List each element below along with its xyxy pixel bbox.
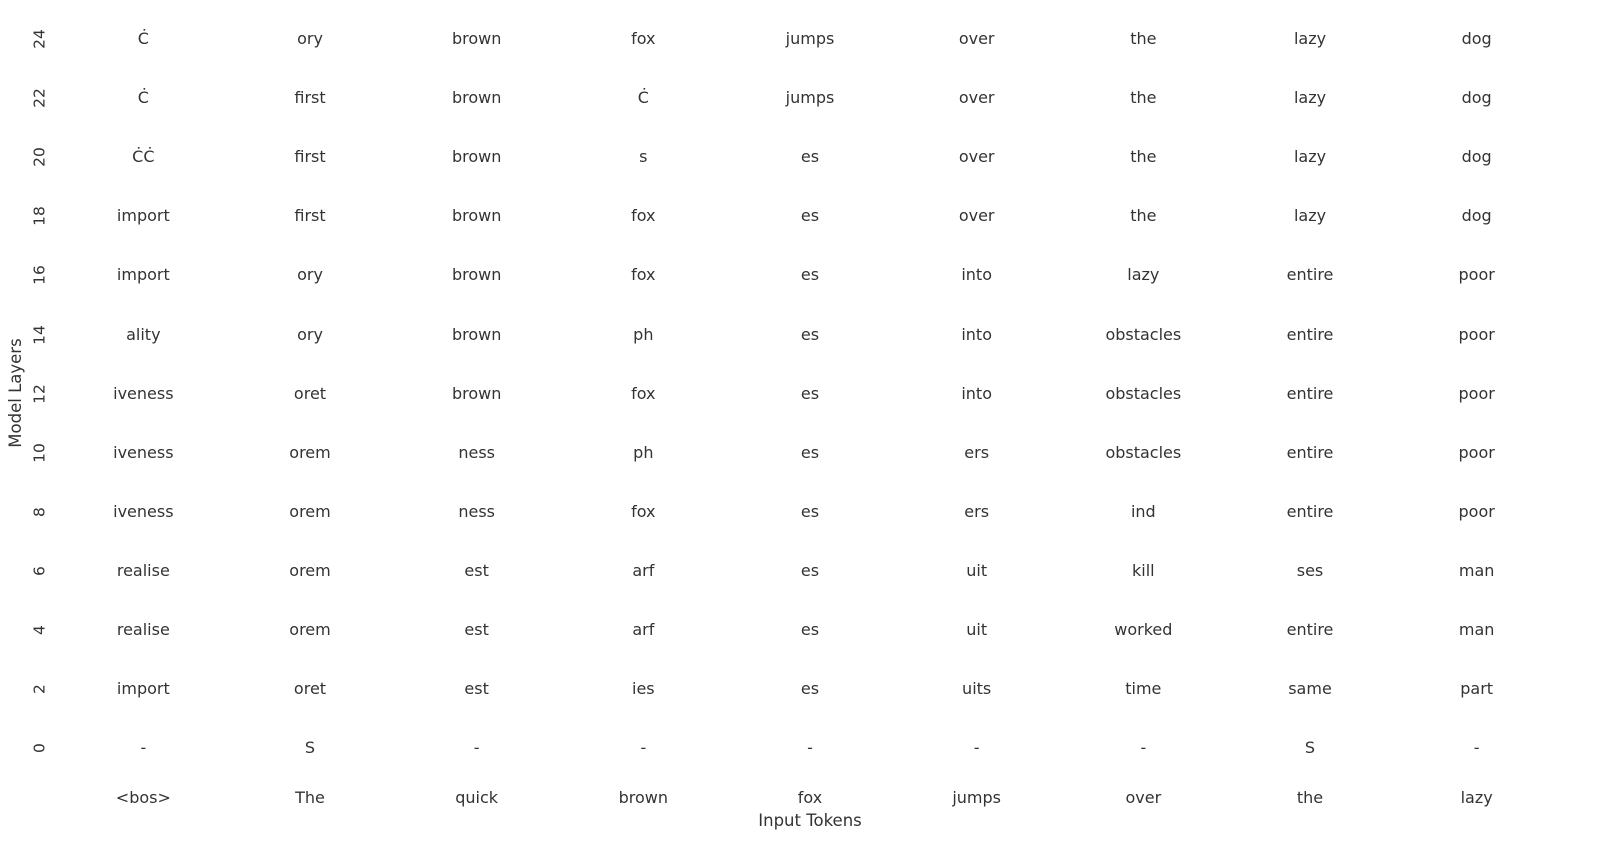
grid-cell: -: [473, 738, 480, 758]
grid-cell: lazy: [1127, 265, 1160, 285]
y-tick-label: 0: [30, 743, 49, 754]
y-tick-label: 20: [30, 147, 49, 168]
grid-cell: arf: [632, 560, 655, 580]
grid-cell: worked: [1114, 620, 1173, 639]
grid-cell: ph: [633, 324, 654, 344]
grid-cell: Ċ: [137, 29, 149, 48]
grid-cell: over: [958, 88, 995, 108]
x-tick-label: quick: [455, 788, 499, 807]
grid-cell: dog: [1461, 88, 1492, 108]
grid-cell: orem: [289, 560, 331, 580]
grid-cell: dog: [1461, 206, 1492, 226]
grid-cell: fox: [631, 383, 656, 403]
grid-cell: over: [958, 29, 995, 48]
grid-cell: ĊĊ: [132, 147, 155, 167]
grid-cell: es: [800, 442, 820, 462]
grid-cell: -: [640, 738, 647, 758]
grid-cell: the: [1130, 147, 1157, 167]
grid-cell: jumps: [785, 88, 835, 108]
grid-cell: import: [116, 679, 170, 699]
grid-cell: first: [294, 88, 326, 108]
grid-cell: es: [800, 383, 820, 403]
grid-cell: import: [116, 265, 170, 285]
grid-cell: entire: [1286, 265, 1334, 285]
grid-cell: es: [800, 620, 820, 639]
grid-cell: the: [1130, 206, 1157, 226]
grid-cell: ness: [458, 501, 495, 521]
grid-cell: -: [1473, 738, 1480, 758]
grid-cell: man: [1458, 620, 1495, 639]
grid-cell: brown: [451, 88, 502, 108]
grid-cell: ses: [1296, 560, 1324, 580]
grid-cell: brown: [451, 206, 502, 226]
grid-cell: -: [973, 738, 980, 758]
grid-cell: arf: [632, 620, 655, 639]
y-tick-label: 12: [30, 383, 49, 404]
grid-cell: ers: [964, 442, 990, 462]
grid-cell: lazy: [1293, 88, 1327, 108]
x-tick-label: <bos>: [115, 788, 171, 807]
grid-cell: dog: [1461, 29, 1492, 48]
grid-cell: s: [639, 147, 648, 167]
grid-cell: poor: [1458, 442, 1495, 462]
grid-cell: ality: [126, 324, 161, 344]
grid-cell: iveness: [113, 383, 174, 403]
grid-cell: fox: [631, 29, 656, 48]
grid-cell: brown: [451, 324, 502, 344]
grid-cell: entire: [1286, 324, 1334, 344]
grid-cell: fox: [631, 501, 656, 521]
grid-cell: dog: [1461, 147, 1492, 167]
grid-cell: Ċ: [637, 88, 649, 108]
grid-cell: jumps: [785, 29, 835, 48]
grid-cell: es: [800, 560, 820, 580]
grid-cell: ory: [297, 29, 323, 48]
x-tick-label: The: [295, 788, 325, 807]
y-tick-label: 4: [30, 625, 49, 635]
grid-cell: entire: [1286, 620, 1334, 639]
y-tick-label: 6: [30, 565, 49, 576]
y-tick-label: 10: [30, 442, 49, 463]
grid-cell: es: [800, 265, 820, 285]
grid-cell: the: [1130, 29, 1157, 48]
grid-cell: poor: [1458, 265, 1495, 285]
grid-cell: lazy: [1293, 29, 1327, 48]
grid-cell: uit: [966, 560, 988, 580]
grid-cell: same: [1288, 679, 1332, 699]
grid-cell: first: [294, 206, 326, 226]
y-tick-label: 2: [30, 684, 49, 695]
grid-cell: S: [1304, 738, 1316, 758]
grid-cell: lazy: [1293, 147, 1327, 167]
grid-cell: brown: [451, 147, 502, 167]
grid-cell: oret: [293, 679, 327, 699]
grid-cell: uit: [966, 620, 988, 639]
grid-cell: -: [1140, 738, 1147, 758]
grid-cell: into: [961, 265, 992, 285]
grid-cell: iveness: [113, 501, 174, 521]
grid-cell: first: [294, 147, 326, 167]
grid-cell: obstacles: [1105, 383, 1182, 403]
grid-cell: fox: [631, 206, 656, 226]
grid-cell: orem: [289, 620, 331, 639]
grid-cell: brown: [451, 29, 502, 48]
grid-cell: the: [1130, 88, 1157, 108]
grid-cell: into: [961, 324, 992, 344]
x-tick-label: brown: [618, 788, 669, 807]
grid-cell: iveness: [113, 442, 174, 462]
grid-cell: -: [807, 738, 813, 758]
grid-cell: est: [464, 560, 489, 580]
grid-cell: poor: [1458, 383, 1495, 403]
grid-cell: poor: [1458, 324, 1495, 344]
grid-cell: uits: [962, 679, 992, 699]
grid-cell: ory: [297, 324, 323, 344]
grid-cell: es: [800, 501, 820, 521]
grid-cell: over: [958, 147, 995, 167]
grid-cell: obstacles: [1105, 442, 1182, 462]
y-axis-label: Model Layers: [5, 338, 25, 448]
grid-cell: brown: [451, 265, 502, 285]
grid-cell: man: [1458, 560, 1495, 580]
grid-cell: time: [1125, 679, 1162, 699]
y-tick-label: 16: [30, 265, 49, 286]
grid-cell: poor: [1458, 501, 1495, 521]
grid-cell: entire: [1286, 383, 1334, 403]
grid-cell: entire: [1286, 501, 1334, 521]
grid-cell: lazy: [1293, 206, 1327, 226]
grid-cell: est: [464, 679, 489, 699]
grid-cell: es: [800, 324, 820, 344]
x-tick-label: the: [1296, 788, 1324, 807]
y-tick-label: 8: [30, 506, 49, 517]
grid-cell: est: [464, 620, 489, 639]
grid-cell: ness: [458, 442, 495, 462]
y-tick-label: 24: [30, 29, 49, 49]
grid-cell: import: [116, 206, 170, 226]
x-tick-label: fox: [797, 788, 823, 807]
grid-cell: realise: [116, 620, 170, 639]
grid-cell: S: [304, 738, 316, 758]
grid-cell: obstacles: [1105, 324, 1182, 344]
grid-cell: es: [800, 679, 820, 699]
grid-cell: orem: [289, 501, 331, 521]
x-axis-label: Input Tokens: [758, 810, 862, 830]
x-tick-label: over: [1125, 788, 1162, 807]
grid-cell: part: [1460, 679, 1494, 699]
x-tick-label: jumps: [952, 788, 1001, 807]
grid-cell: ind: [1130, 501, 1156, 521]
grid-cell: brown: [451, 383, 502, 403]
grid-cell: ory: [297, 265, 323, 285]
grid-cell: ies: [632, 679, 655, 699]
grid-cell: entire: [1286, 442, 1334, 462]
grid-cell: over: [958, 206, 995, 226]
grid-cell: kill: [1132, 560, 1155, 580]
grid-cell: realise: [116, 560, 170, 580]
y-tick-label: 14: [30, 324, 49, 345]
grid-cell: -: [140, 738, 147, 758]
grid-cell: oret: [293, 383, 327, 403]
grid-cell: ph: [633, 442, 654, 462]
grid-cell: es: [800, 206, 820, 226]
x-tick-label: lazy: [1460, 788, 1493, 807]
y-tick-label: 18: [30, 206, 49, 227]
grid-cell: into: [961, 383, 992, 403]
grid-cell: es: [800, 147, 820, 167]
grid-cell: fox: [631, 265, 656, 285]
y-tick-label: 22: [30, 88, 49, 108]
grid-cell: Ċ: [137, 88, 149, 108]
grid-cell: orem: [289, 442, 331, 462]
grid-cell: ers: [964, 501, 990, 521]
